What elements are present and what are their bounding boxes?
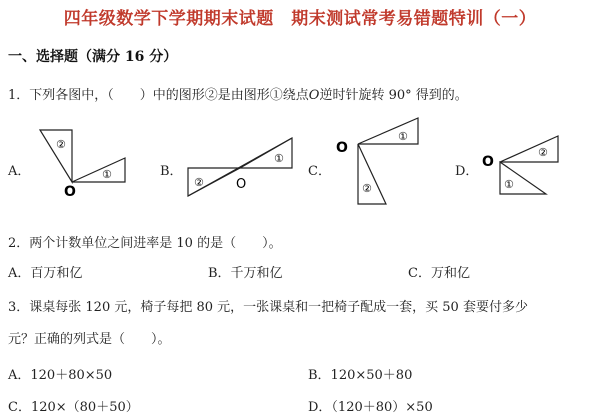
q3-option-a: A．120＋80×50 — [8, 368, 113, 383]
figure-a-center: O — [64, 184, 76, 200]
figure-a-label-1: ① — [102, 168, 112, 181]
figure-d-label-2: ② — [538, 146, 548, 159]
figure-d — [478, 126, 588, 202]
q3-option-d: D．（120＋80）×50 — [308, 400, 433, 415]
q1-option-b-label: B． — [160, 164, 183, 179]
figure-c-label-1: ① — [398, 130, 408, 143]
figure-d-label-1: ① — [504, 178, 514, 191]
figure-c-shape-1 — [358, 118, 418, 144]
figure-d-shape-2 — [500, 136, 558, 162]
q1-option-c-label: C． — [308, 164, 331, 179]
figure-d-center: O — [482, 154, 494, 170]
section-heading: 一、选择题（满分 16 分） — [8, 49, 178, 65]
question-1 — [8, 84, 468, 103]
page-title: 四年级数学下学期期末试题 期末测试常考易错题特训（一） — [63, 9, 537, 29]
q1-option-d-label: D． — [455, 164, 479, 179]
figure-a-label-2: ② — [56, 138, 66, 151]
q3-option-b: B．120×50＋80 — [308, 368, 413, 383]
figure-a-shape-1 — [72, 158, 125, 182]
q3-option-c: C．120×（80＋50） — [8, 400, 139, 415]
q1-option-a-label: A． — [8, 164, 31, 179]
q2-option-c: C．万和亿 — [408, 266, 470, 281]
figure-b-center: O — [236, 177, 247, 192]
question-1-text-tail: 逆时针旋转 90° 得到的。 — [319, 88, 468, 103]
question-3-line-2: 元？正确的列式是（ ）。 — [8, 332, 171, 347]
question-3-line-1: 3．课桌每张 120 元，椅子每把 80 元，一张课桌和一把椅子配成一套，买 50 套要付多少 — [8, 300, 528, 315]
figure-a — [30, 120, 140, 200]
question-1-text: 1．下列各图中，（ ）中的图形②是由图形①绕点 — [8, 88, 309, 103]
figure-b-label-2: ② — [194, 176, 204, 189]
figure-b-label-1: ① — [274, 152, 284, 165]
point-o-label: O — [308, 88, 320, 103]
figure-c-center: O — [336, 140, 348, 156]
figure-c — [330, 110, 440, 210]
q2-option-b: B．千万和亿 — [208, 266, 283, 281]
figure-b — [182, 128, 302, 200]
figure-c-label-2: ② — [362, 182, 372, 195]
question-2: 2．两个计数单位之间进率是 10 的是（ ）。 — [8, 236, 282, 251]
q2-option-a: A．百万和亿 — [8, 266, 83, 281]
figure-c-shape-2 — [358, 144, 386, 204]
